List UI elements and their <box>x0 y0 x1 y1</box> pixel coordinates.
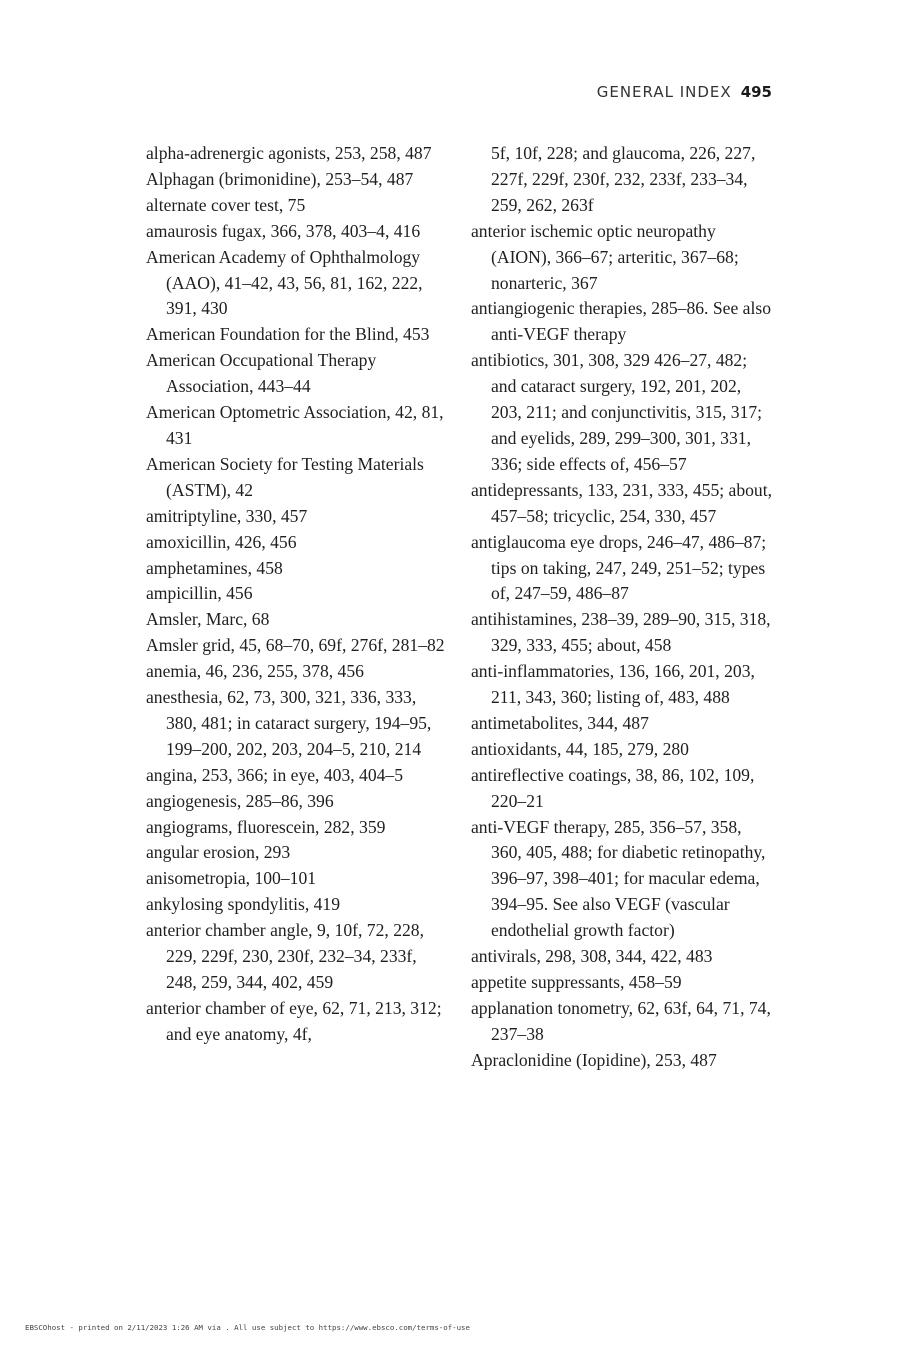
index-entry: Amsler, Marc, 68 <box>146 609 270 630</box>
index-entry: antihistamines, 238–39, 289–90, 315, 318, 329, 333, 455; about, 458 <box>471 609 771 656</box>
running-header <box>597 83 772 101</box>
index-entry: alpha-adrenergic agonists, 253, 258, 487 <box>146 143 432 163</box>
index-entry: appetite suppressants, 458–59 <box>471 972 682 992</box>
index-entry: ampicillin, 456 <box>146 583 253 604</box>
index-entry: anesthesia, 62, 73, 300, 321, 336, 333, 380, 481; in cataract surgery, 194–95, 199–200, 202, 203, 204–5, 210, 214 <box>146 687 432 759</box>
index-entry: angiograms, fluorescein, 282, 359 <box>146 816 386 837</box>
index-entry: American Occupational Therapy Association, 443–44 <box>146 350 377 397</box>
index-entry: American Society for Testing Materials (ASTM), 42 <box>146 453 424 500</box>
index-entry-continued: 5f, 10f, 228; and glaucoma, 226, 227, 227f, 229f, 230f, 232, 233f, 233–34, 259, 262, 263f <box>491 143 756 215</box>
index-entry: anemia, 46, 236, 255, 378, 456 <box>146 661 364 682</box>
index-entry: anterior ischemic optic neuropathy (AION), 366–67; arteritic, 367–68; nonarteric, 367 <box>471 220 739 293</box>
index-entry: antibiotics, 301, 308, 329 426–27, 482; and cataract surgery, 192, 201, 202, 203, 211; and conjunctivitis, 315, 317; and eyelids, 289, 299–300, 301, 331, 336; side effects of, 456–57 <box>471 350 763 474</box>
index-entry: angina, 253, 366; in eye, 403, 404–5 <box>146 764 404 785</box>
index-entry: anti-VEGF therapy, 285, 356–57, 358, 360, 405, 488; for diabetic retinopathy, 396–97, 398–401; for macular edema, 394–95. See also VEGF (vascular endothelial growth factor) <box>471 816 766 941</box>
index-entry: applanation tonometry, 62, 63f, 64, 71, 74, 237–38 <box>471 997 771 1044</box>
index-entry: American Academy of Ophthalmology (AAO), 41–42, 43, 56, 81, 162, 222, 391, 430 <box>146 246 423 319</box>
index-entry: antioxidants, 44, 185, 279, 280 <box>471 738 689 759</box>
index-entry: anti-inflammatories, 136, 166, 201, 203, 211, 343, 360; listing of, 483, 488 <box>471 661 755 708</box>
index-entry: amitriptyline, 330, 457 <box>146 505 308 526</box>
index-column-left <box>146 141 451 1048</box>
index-entry: American Optometric Association, 42, 81, 431 <box>146 402 444 448</box>
index-entry: anisometropia, 100–101 <box>146 868 317 889</box>
index-entry: antidepressants, 133, 231, 333, 455; about, 457–58; tricyclic, 254, 330, 457 <box>471 479 773 526</box>
index-entry: anterior chamber angle, 9, 10f, 72, 228, 229, 229f, 230, 230f, 232–34, 233f, 248, 259, 344, 402, 459 <box>146 920 424 992</box>
index-entry: antireflective coatings, 38, 86, 102, 109, 220–21 <box>471 764 755 811</box>
index-entry: antiglaucoma eye drops, 246–47, 486–87; tips on taking, 247, 249, 251–52; types of, 247–59, 486–87 <box>471 531 767 604</box>
index-entry: alternate cover test, 75 <box>146 194 306 215</box>
index-entry: angular erosion, 293 <box>146 842 291 863</box>
index-entry: Amsler grid, 45, 68–70, 69f, 276f, 281–82 <box>146 635 445 656</box>
index-entry: angiogenesis, 285–86, 396 <box>146 790 334 811</box>
index-entry: antiangiogenic therapies, 285–86. See also anti-VEGF therapy <box>471 298 771 345</box>
index-column-right <box>471 141 776 1074</box>
index-entry: antivirals, 298, 308, 344, 422, 483 <box>471 946 713 967</box>
index-entry: amoxicillin, 426, 456 <box>146 531 297 552</box>
index-entry: antimetabolites, 344, 487 <box>471 712 649 733</box>
index-entry: ankylosing spondylitis, 419 <box>146 894 341 915</box>
index-entry: Alphagan (brimonidine), 253–54, 487 <box>146 168 414 189</box>
index-entry: Apraclonidine (Iopidine), 253, 487 <box>471 1049 717 1070</box>
page-number: 495 <box>740 83 772 101</box>
index-entry: American Foundation for the Blind, 453 <box>146 324 430 345</box>
index-entry: amaurosis fugax, 366, 378, 403–4, 416 <box>146 220 421 241</box>
header-title: GENERAL INDEX <box>596 83 732 101</box>
index-entry: anterior chamber of eye, 62, 71, 213, 312; and eye anatomy, 4f, <box>146 997 442 1044</box>
index-entry: amphetamines, 458 <box>146 557 283 578</box>
print-footer: EBSCOhost - printed on 2/11/2023 1:26 AM via . All use subject to https://www.ebsco.com/terms-of-use <box>25 1323 470 1332</box>
